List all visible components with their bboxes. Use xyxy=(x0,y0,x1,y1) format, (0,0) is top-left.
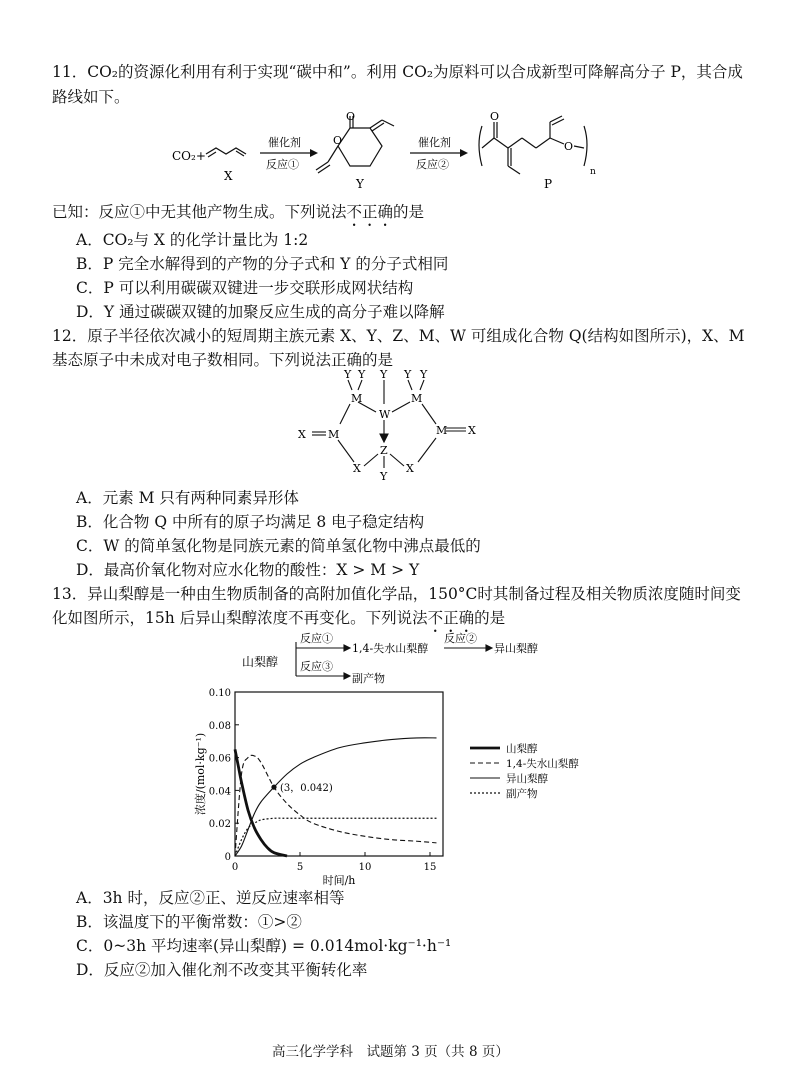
x-tick-label: 5 xyxy=(296,862,304,873)
q11-option-d: D．Y 通过碳碳双键的加聚反应生成的高分子难以降解 xyxy=(76,303,445,321)
x-tick-label: 15 xyxy=(423,862,437,873)
q12-option-d: D．最高价氧化物对应水化物的酸性：X > M > Y xyxy=(76,561,420,579)
q12-compound-structure xyxy=(290,368,500,486)
svg-text:O: O xyxy=(490,110,500,123)
legend-label-4: 副产物 xyxy=(506,788,538,800)
y-tick-label: 0.02 xyxy=(208,819,231,831)
y-tick-label: 0.08 xyxy=(208,720,231,732)
series-line-4 xyxy=(235,818,437,856)
svg-text:Y: Y xyxy=(380,368,388,381)
pathway-end: 异山梨醇 xyxy=(494,642,538,655)
svg-text:X: X xyxy=(353,462,361,475)
q13-line2-prefix: 化如图所示，15h 后异山梨醇浓度不再变化。下列说法 xyxy=(52,609,428,627)
reaction2-label: 反应② xyxy=(416,158,449,171)
reaction1-label: 反应① xyxy=(266,158,299,171)
co2-label: CO₂+ xyxy=(172,149,206,163)
q11-option-c: C．P 可以利用碳碳双键进一步交联形成网状结构 xyxy=(76,279,414,297)
legend-label-3: 异山梨醇 xyxy=(506,773,548,785)
svg-text:O: O xyxy=(333,134,343,147)
q11-stem-emphasis: 不正确 xyxy=(346,203,394,221)
pathway-r2: 反应② xyxy=(444,632,477,645)
series-line-3 xyxy=(235,738,437,856)
x-tick-label: 10 xyxy=(358,862,372,873)
q11-synthesis-scheme xyxy=(160,108,600,198)
pathway-side: 副产物 xyxy=(352,672,385,685)
q12-option-b: B．化合物 Q 中所有的原子均满足 8 电子稳定结构 xyxy=(76,513,425,531)
x-tick-label: 0 xyxy=(231,862,239,873)
y-tick-label: 0 xyxy=(224,852,231,863)
q11-stem xyxy=(52,200,424,230)
svg-text:Y: Y xyxy=(358,368,366,381)
q13-line2-suffix: 的是 xyxy=(474,609,506,627)
pathway-start: 山梨醇 xyxy=(242,655,279,669)
x-axis-label: 时间/h xyxy=(322,874,356,886)
q13-reaction-pathway xyxy=(240,628,560,690)
label-p: P xyxy=(544,177,553,191)
svg-text:O: O xyxy=(346,110,356,123)
q13-option-b: B．该温度下的平衡常数：①>② xyxy=(76,913,302,931)
q11-option-a: A．CO₂与 X 的化学计量比为 1:2 xyxy=(76,231,309,249)
y-tick-label: 0.06 xyxy=(208,753,231,765)
lactone-y-structure xyxy=(316,116,394,173)
subscript-n: n xyxy=(590,167,596,177)
svg-text:M: M xyxy=(411,392,423,405)
pathway-r3: 反应③ xyxy=(300,660,333,673)
catalyst1-label: 催化剂 xyxy=(268,136,301,149)
svg-text:O: O xyxy=(564,140,574,153)
atom-w: W xyxy=(379,408,391,421)
q12-option-c: C．W 的简单氢化物是同族元素的简单氢化物中沸点最低的 xyxy=(76,537,481,555)
annotation-label: (3，0.042) xyxy=(280,783,333,795)
atom-z: Z xyxy=(380,444,388,457)
q13-option-d: D．反应②加入催化剂不改变其平衡转化率 xyxy=(76,961,368,979)
q11-stem-prefix: 已知：反应①中无其他产物生成。下列说法 xyxy=(52,203,347,221)
page-footer: 高三化学学科 试题第 3 页（共 8 页） xyxy=(272,1044,509,1060)
q13-line2-emphasis: 不正确 xyxy=(427,609,475,627)
svg-text:Y: Y xyxy=(420,368,428,381)
q12-text-line2: 基态原子中未成对电子数相同。下列说法正确的是 xyxy=(52,351,394,369)
svg-text:X: X xyxy=(406,462,414,475)
legend-label-2: 1,4-失水山梨醇 xyxy=(506,758,579,770)
y-tick-label: 0.04 xyxy=(208,786,231,798)
q12-option-a: A．元素 M 只有两种同素异形体 xyxy=(76,489,299,507)
y-axis-label: 浓度/(mol·kg⁻¹) xyxy=(194,732,207,816)
svg-text:X: X xyxy=(468,424,476,437)
q13-option-c: C．0~3h 平均速率(异山梨醇) = 0.014mol·kg⁻¹·h⁻¹ xyxy=(76,937,452,955)
svg-text:M: M xyxy=(436,424,448,437)
atom-y: Y xyxy=(344,368,352,381)
atom-m: M xyxy=(351,392,363,405)
svg-text:M: M xyxy=(328,428,340,441)
q11-text-line1: 11．CO₂的资源化利用有利于实现“碳中和”。利用 CO₂为原料可以合成新型可降解高分子 P，其合成 xyxy=(52,63,743,81)
atom-x: X xyxy=(298,428,306,441)
q11-stem-suffix: 的是 xyxy=(393,203,425,221)
y-tick-label: 0.10 xyxy=(208,688,231,699)
pathway-mid: 1,4-失水山梨醇 xyxy=(352,642,429,655)
label-x: X xyxy=(224,169,233,183)
q12-text-line1: 12．原子半径依次减小的短周期主族元素 X、Y、Z、M、W 可组成化合物 Q(结构如图所示)，X、M xyxy=(52,327,745,345)
svg-text:Y: Y xyxy=(404,368,412,381)
legend-label-1: 山梨醇 xyxy=(506,743,538,755)
svg-text:Y: Y xyxy=(380,470,388,483)
annotation-point xyxy=(271,785,276,790)
catalyst2-label: 催化剂 xyxy=(418,136,451,149)
q13-text-line1: 13．异山梨醇是一种由生物质制备的高附加值化学品，150°C时其制备过程及相关物质浓度随时间变 xyxy=(52,585,741,603)
pathway-r1: 反应① xyxy=(300,632,333,645)
series-line-2 xyxy=(235,755,437,856)
q11-text-line2: 路线如下。 xyxy=(52,88,130,106)
label-y: Y xyxy=(356,177,364,191)
q11-option-b: B．P 完全水解得到的产物的分子式和 Y 的分子式相同 xyxy=(76,255,449,273)
q13-option-a: A．3h 时，反应②正、逆反应速率相等 xyxy=(76,889,345,907)
concentration-time-chart xyxy=(190,686,610,886)
